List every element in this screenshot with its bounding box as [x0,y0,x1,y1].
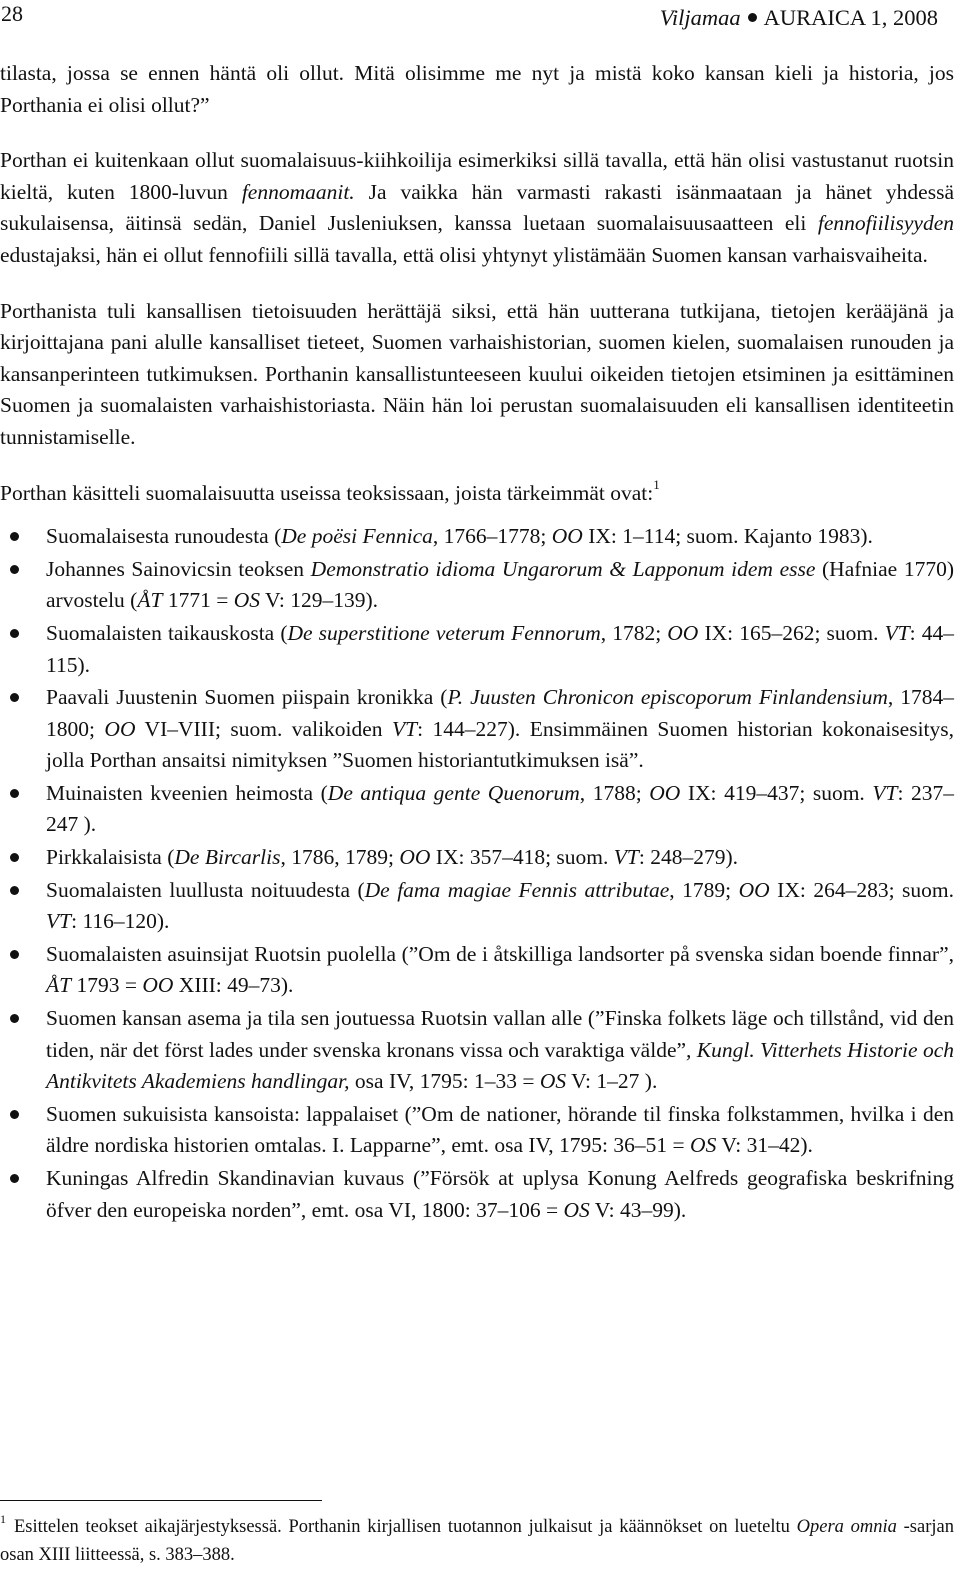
body-text [0,58,954,1226]
bullet-icon [10,886,19,895]
list-item: Suomen kansan asema ja tila sen joutuessa Ruotsin vallan alle (”Finska folkets läge och tillstånd, vid den tiden, när det först lades under svenska kronans vissa och varaktiga välde”, Kungl. Vitterhets Historie och Antikvitets Akademiens handlingar, osa IV, 1795: 1–33 = OS V: 1–27 ). [0,1003,954,1098]
bullet-icon [10,950,19,959]
list-item: Suomalaisten taikauskosta (De superstitione veterum Fennorum, 1782; OO IX: 165–262; suom. VT: 44–115). [0,618,954,681]
bullet-separator-icon [748,13,757,22]
series-title: AURAICA 1, 2008 [763,5,938,30]
list-item: Pirkkalaisista (De Bircarlis, 1786, 1789; OO IX: 357–418; suom. VT: 248–279). [0,842,954,874]
page-number: 28 [1,1,23,26]
running-header [660,2,938,34]
list-item: Suomalaisten luullusta noituudesta (De fama magiae Fennis attributae, 1789; OO IX: 264–283; suom. VT: 116–120). [0,875,954,938]
works-lead-text: Porthan käsitteli suomalaisuutta useissa teoksissaan, joista tärkeimmät ovat: [0,480,654,505]
bullet-icon [10,629,19,638]
paragraph-3: Porthanista tuli kansallisen tietoisuuden herättäjä siksi, että hän uutterana tutkijana, tietojen kerääjänä ja kirjoittajana pani alulle kansalliset tieteet, Suomen varhaishistorian, suomen kielen, suomalaisen runouden ja kansanperinteen tutkimuksen. Porthanin kansallistunteeseen kuului oikeiden tietojen etsiminen ja esittäminen Suomen ja suomalaisten varhaishistoriasta. Näin hän loi perustan suomalaisuuden eli kansallisen identiteetin tunnistamiselle. [0,298,954,449]
footnote [0,1514,954,1569]
paragraph-1: tilasta, jossa se ennen häntä oli ollut. Mitä olisimme me nyt ja mistä koko kansan kieli ja historia, jos Porthania ei olisi ollut?” [0,61,954,117]
footnote-divider [0,1500,322,1501]
works-lead-paragraph [0,478,954,510]
list-item: Muinaisten kveenien heimosta (De antiqua gente Quenorum, 1788; OO IX: 419–437; suom. VT: 237–247 ). [0,778,954,841]
list-item: Kuningas Alfredin Skandinavian kuvaus (”Försök at uplysa Konung Aelfreds geografiska beskrifning öfver den europeiska norden”, emt. osa VI, 1800: 37–106 = OS V: 43–99). [0,1163,954,1226]
footnote-text: Esittelen teokset aikajärjestyksessä. Porthanin kirjallisen tuotannon julkaisut ja käännökset on lueteltu [14,1517,797,1537]
list-item: Paavali Juustenin Suomen piispain kronikka (P. Juusten Chronicon episcoporum Finlandensium, 1784–1800; OO VI–VIII; suom. valikoiden VT: 144–227). Ensimmäinen Suomen historian kokonaisesitys, jolla Porthan ansaitsi nimityksen ”Suomen historiantutkimuksen isä”. [0,682,954,777]
footnote-mark: 1 [0,1512,6,1526]
bullet-icon [10,1174,19,1183]
journal-title: Viljamaa [659,5,741,30]
bullet-icon [10,532,19,541]
bullet-icon [10,1110,19,1119]
paragraph-2-text: edustajaksi, hän ei ollut fennofiili sillä tavalla, että olisi yhtynyt ylistämään Suomen kansan varhaisvaiheita. [0,242,928,267]
paragraph-2-italic: fennofiilisyyden [817,211,954,236]
list-item: Johannes Sainovicsin teoksen Demonstratio idioma Ungarorum & Lapponum idem esse (Hafniae 1770) arvostelu (ÅT 1771 = OS V: 129–139). [0,554,954,617]
bullet-icon [10,693,19,702]
bullet-icon [10,853,19,862]
list-item: Suomalaisesta runoudesta (De poësi Fennica, 1766–1778; OO IX: 1–114; suom. Kajanto 1983). [0,521,954,553]
list-item: Suomalaisten asuinsijat Ruotsin puolella (”Om de i åtskilliga landsorter på svenska sidan boende finnar”, ÅT 1793 = OO XIII: 49–73). [0,939,954,1002]
works-list [0,521,954,1226]
bullet-icon [10,565,19,574]
paragraph-2-italic: fennomaanit. [241,179,355,204]
bullet-icon [10,789,19,798]
footnote-text: -sarjan osan XIII liitteessä, s. 383–388. [0,1517,954,1565]
footnote-italic: Opera omnia [796,1517,897,1537]
bullet-icon [10,1014,19,1023]
list-item: Suomen sukuisista kansoista: lappalaiset (”Om de nationer, hörande til finska folkstammen, hvilka i den äldre nordiska historien omtalas. I. Lapparne”, emt. osa IV, 1795: 36–51 = OS V: 31–42). [0,1099,954,1162]
footnote-reference[interactable]: 1 [653,476,660,492]
paragraph-2-text: Ja vaikka hän varmasti rakasti isänmaataan ja hänet yhdessä sukulaisensa, äitinsä sedän, Daniel Jusleniuksen, kanssa luetaan suomalaisuusaatteen eli [0,179,955,236]
paragraph-2-text: Porthan ei kuitenkaan ollut suomalaisuus-kiihkoilija esimerkiksi sillä tavalla, että hän olisi vastustanut ruotsin kieltä, kuten 1800-luvun [0,148,954,204]
paragraph-2 [0,145,954,271]
